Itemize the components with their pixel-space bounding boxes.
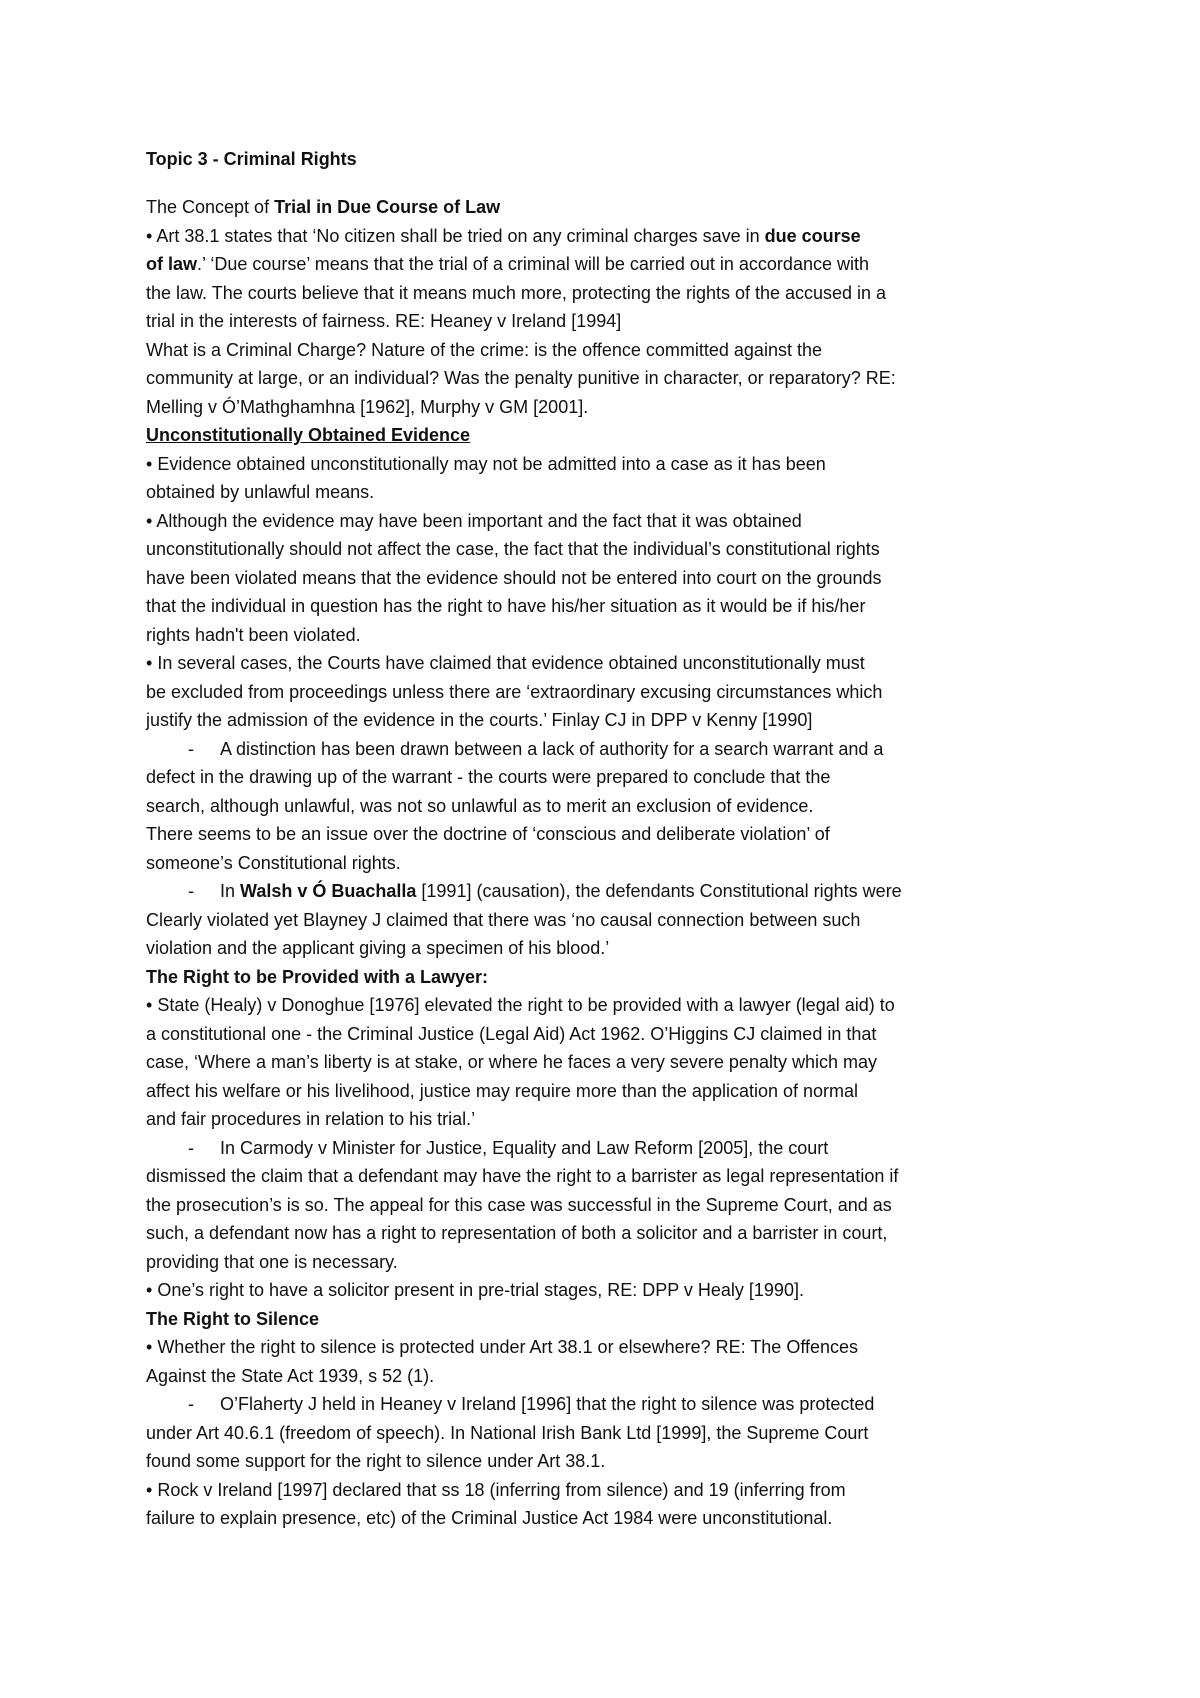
text-run: affect his welfare or his livelihood, justice may require more than the application of normal	[146, 1080, 859, 1101]
text-line	[146, 564, 1026, 593]
text-line	[146, 535, 1026, 564]
text-run: unconstitutionally should not affect the case, the fact that the individual’s constitutional rights	[146, 539, 880, 559]
bullet-icon: •	[146, 995, 153, 1015]
dash-marker: -	[188, 1137, 194, 1158]
text-line	[146, 393, 1026, 422]
text-line	[146, 1134, 1026, 1163]
text-run: someone’s Constitutional rights.	[146, 852, 401, 873]
text-run: In Carmody v Minister for Justice, Equality and Law Reform [2005], the court	[220, 1137, 829, 1158]
document-body	[146, 148, 1026, 1533]
text-line	[146, 849, 1026, 878]
text-line	[146, 1476, 1026, 1505]
text-run: There seems to be an issue over the doctrine of ‘conscious and deliberate violation’ of	[146, 824, 830, 844]
text-run: One’s right to have a solicitor present in pre-trial stages, RE: DPP v Healy [1990].	[152, 1280, 804, 1300]
text-line	[146, 1419, 1026, 1448]
text-line	[146, 934, 1026, 963]
text-line	[146, 1390, 1026, 1419]
text-line	[146, 649, 1026, 678]
text-run: violation and the applicant giving a specimen of his blood.’	[146, 938, 610, 958]
bold-text: The Right to be Provided with a Lawyer:	[146, 966, 489, 987]
text-line	[146, 1162, 1026, 1191]
text-run: In several cases, the Courts have claimed that evidence obtained unconstitutionally must	[152, 653, 865, 673]
text-run: State (Healy) v Donoghue [1976] elevated the right to be provided with a lawyer (legal aid) to	[152, 995, 895, 1015]
text-run: .’ ‘Due course’ means that the trial of a criminal will be carried out in accordance with	[197, 254, 869, 274]
text-run: defect in the drawing up of the warrant - the courts were prepared to conclude that the	[146, 767, 831, 787]
text-run: such, a defendant now has a right to representation of both a solicitor and a barrister in court,	[146, 1223, 888, 1243]
text-line	[146, 735, 1026, 764]
text-line	[146, 1020, 1026, 1049]
text-line	[146, 478, 1026, 507]
text-run: have been violated means that the evidence should not be entered into court on the grounds	[146, 567, 882, 588]
text-run: [1991] (causation), the defendants Constitutional rights were	[416, 881, 902, 901]
text-line	[146, 307, 1026, 336]
bullet-icon: •	[146, 1337, 153, 1357]
text-run: Although the evidence may have been important and the fact that it was obtained	[152, 510, 802, 531]
bullet-icon: •	[146, 653, 153, 673]
text-line	[146, 279, 1026, 308]
text-run: rights hadn't been violated.	[146, 624, 361, 645]
text-run: under Art 40.6.1 (freedom of speech). In National Irish Bank Ltd [1999], the Supreme Court	[146, 1422, 869, 1443]
text-line	[146, 1048, 1026, 1077]
text-run: Whether the right to silence is protected under Art 38.1 or elsewhere? RE: The Offences	[152, 1337, 859, 1357]
dash-marker: -	[188, 738, 194, 759]
text-line	[146, 507, 1026, 536]
bold-text: Walsh v Ó Buachalla	[240, 881, 417, 901]
text-run: providing that one is necessary.	[146, 1251, 398, 1272]
text-run: justify the admission of the evidence in the courts.’ Finlay CJ in DPP v Kenny [1990]	[146, 710, 813, 730]
dash-marker: -	[188, 881, 194, 901]
text-run: search, although unlawful, was not so unlawful as to merit an exclusion of evidence.	[146, 795, 814, 816]
text-line	[146, 877, 1026, 906]
text-line	[146, 193, 1026, 222]
text-line	[146, 336, 1026, 365]
dash-marker: -	[188, 1394, 194, 1414]
text-run: Art 38.1 states that ‘No citizen shall be tried on any criminal charges save in	[152, 225, 765, 246]
text-line	[146, 991, 1026, 1020]
text-run: Clearly violated yet Blayney J claimed that there was ‘no causal connection between such	[146, 909, 861, 930]
text-run: In	[220, 881, 241, 901]
text-line	[146, 1276, 1026, 1305]
text-run: O’Flaherty J held in Heaney v Ireland [1996] that the right to silence was protected	[220, 1394, 875, 1414]
text-line	[146, 621, 1026, 650]
text-line	[146, 1191, 1026, 1220]
bold-text: The Right to Silence	[146, 1308, 320, 1329]
text-line	[146, 1305, 1026, 1334]
text-line	[146, 1362, 1026, 1391]
bold-text: due course	[764, 225, 861, 246]
text-run: failure to explain presence, etc) of the Criminal Justice Act 1984 were unconstitutional.	[146, 1508, 833, 1528]
text-line	[146, 592, 1026, 621]
text-line	[146, 963, 1026, 992]
text-line	[146, 706, 1026, 735]
text-line	[146, 1105, 1026, 1134]
text-run: trial in the interests of fairness. RE: Heaney v Ireland [1994]	[146, 311, 622, 331]
text-line	[146, 792, 1026, 821]
bullet-icon: •	[146, 510, 153, 531]
text-line	[146, 1219, 1026, 1248]
text-run: Rock v Ireland [1997] declared that ss 18 (inferring from silence) and 19 (inferring from	[152, 1479, 846, 1500]
text-run: that the individual in question has the right to have his/her situation as it would be if his/her	[146, 596, 866, 616]
text-line	[146, 1447, 1026, 1476]
text-run: dismissed the claim that a defendant may have the right to a barrister as legal representation if	[146, 1166, 899, 1186]
text-run: a constitutional one - the Criminal Justice (Legal Aid) Act 1962. O’Higgins CJ claimed in that	[146, 1023, 877, 1044]
document-title: Topic 3 - Criminal Rights	[146, 149, 357, 169]
text-line	[146, 1248, 1026, 1277]
text-run: Against the State Act 1939, s 52 (1).	[146, 1365, 435, 1386]
text-line	[146, 450, 1026, 479]
text-run: found some support for the right to silence under Art 38.1.	[146, 1451, 606, 1471]
text-run: Evidence obtained unconstitutionally may not be admitted into a case as it has been	[152, 453, 826, 474]
text-line	[146, 1077, 1026, 1106]
bullet-icon: •	[146, 453, 153, 474]
text-run: the prosecution’s is so. The appeal for this case was successful in the Supreme Court, and as	[146, 1194, 892, 1215]
text-line	[146, 222, 1026, 251]
bold-text: Trial in Due Course of Law	[274, 197, 501, 217]
document-text	[146, 193, 1026, 1533]
text-run: case, ‘Where a man’s liberty is at stake, or where he faces a very severe penalty which may	[146, 1052, 877, 1072]
text-line	[146, 678, 1026, 707]
underlined-heading	[146, 425, 470, 445]
text-run: A distinction has been drawn between a lack of authority for a search warrant and a	[220, 738, 884, 759]
bold-text: Unconstitutionally Obtained Evidence	[146, 425, 471, 445]
bullet-icon: •	[146, 225, 153, 246]
text-line	[146, 763, 1026, 792]
text-run: Melling v Ó’Mathghamhna [1962], Murphy v GM [2001].	[146, 396, 589, 417]
text-line	[146, 820, 1026, 849]
text-line	[146, 906, 1026, 935]
text-run: obtained by unlawful means.	[146, 482, 375, 502]
text-line	[146, 421, 1026, 450]
text-run: the law. The courts believe that it means much more, protecting the rights of the accused in a	[146, 282, 887, 303]
bullet-icon: •	[146, 1479, 153, 1500]
text-line	[146, 250, 1026, 279]
text-line	[146, 1333, 1026, 1362]
text-run: The Concept of	[146, 197, 275, 217]
text-run: What is a Criminal Charge? Nature of the crime: is the offence committed against the	[146, 339, 822, 360]
text-run: be excluded from proceedings unless there are ‘extraordinary excusing circumstances which	[146, 681, 883, 702]
bold-text: of law	[146, 254, 198, 274]
bullet-icon: •	[146, 1280, 153, 1300]
text-run: community at large, or an individual? Was the penalty punitive in character, or reparatory? RE:	[146, 368, 896, 388]
text-line	[146, 1504, 1026, 1533]
text-line	[146, 364, 1026, 393]
text-run: and fair procedures in relation to his trial.’	[146, 1109, 476, 1129]
